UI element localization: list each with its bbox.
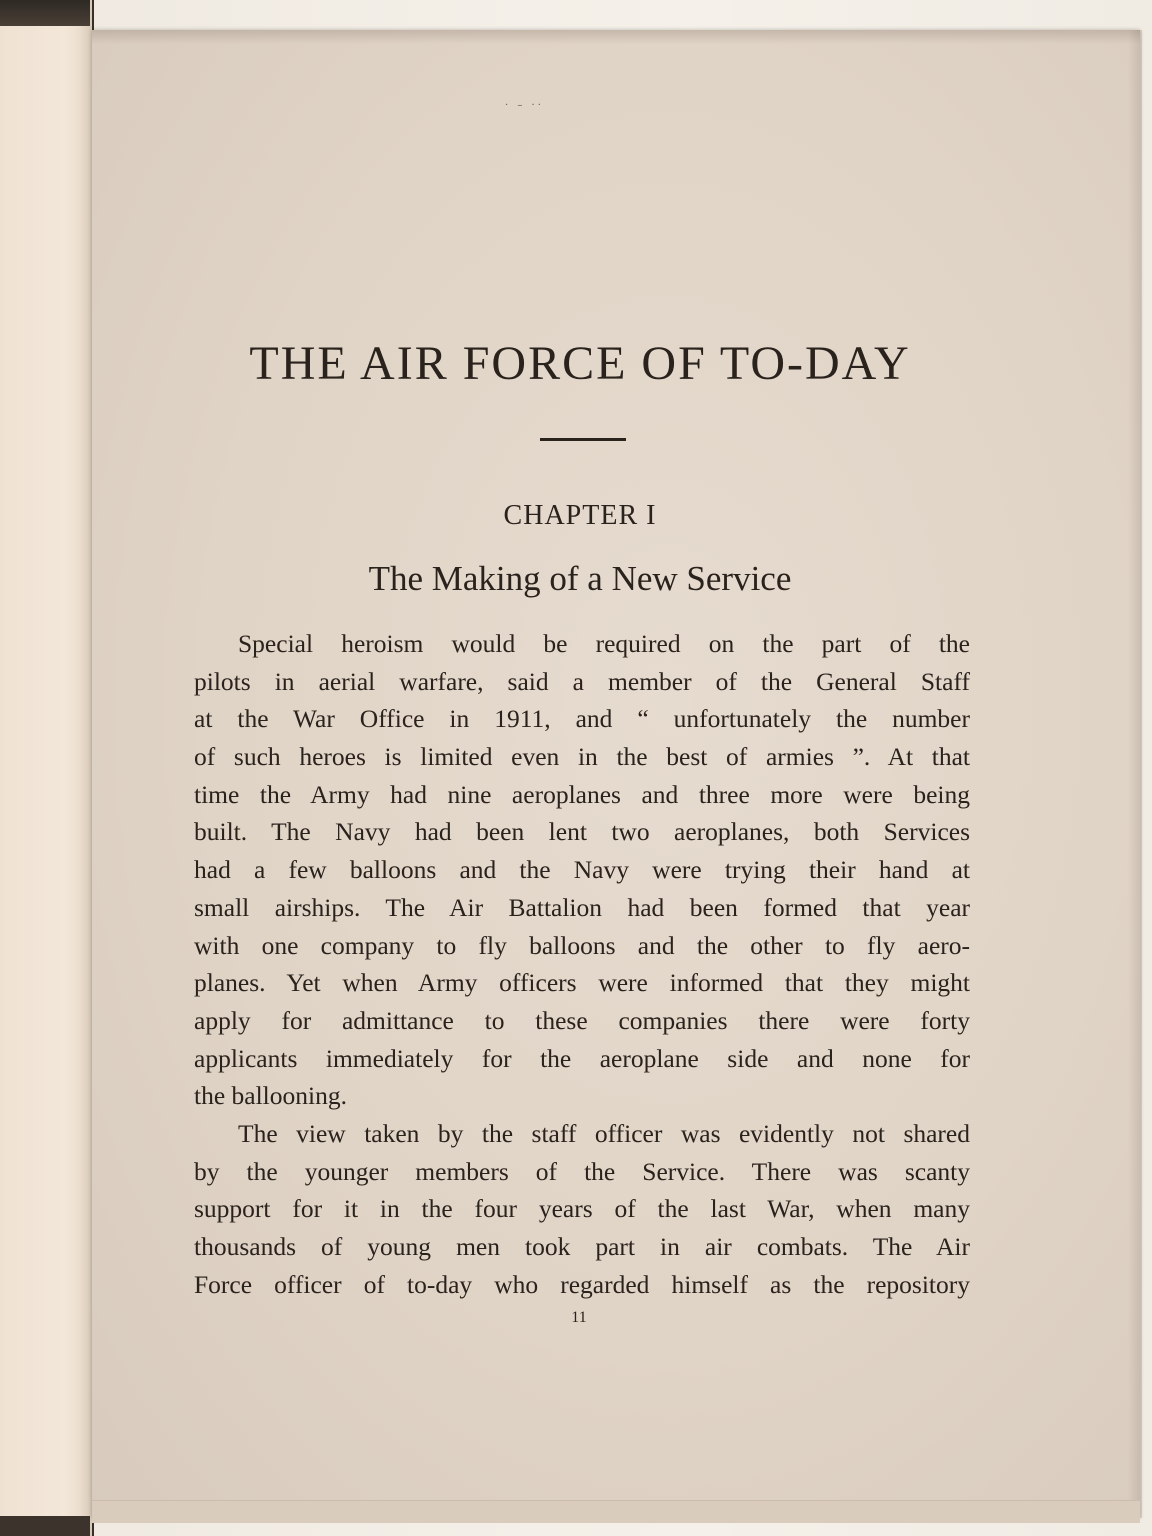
page-speck-ornament: · – ·· xyxy=(505,100,544,111)
body-line: by the younger members of the Service. There was scanty xyxy=(194,1156,970,1186)
cover-top-edge xyxy=(0,0,90,26)
book-title: THE AIR FORCE OF TO-DAY xyxy=(249,337,911,390)
body-line: with one company to fly balloons and the other to fly aero- xyxy=(194,930,970,960)
body-line: of such heroes is limited even in the best of armies ”. At that xyxy=(194,742,970,772)
body-line: applicants immediately for the aeroplane side and none for xyxy=(194,1043,970,1073)
page-bottom-edge xyxy=(92,1500,1140,1523)
body-line: built. The Navy had been lent two aeroplanes, both Services xyxy=(194,817,970,847)
body-text xyxy=(194,625,970,1303)
page-number: 11 xyxy=(571,1309,587,1326)
cover-bottom-edge xyxy=(0,1516,90,1536)
body-line: The view taken by the staff officer was evidently not shared xyxy=(238,1118,970,1148)
chapter-label: CHAPTER I xyxy=(503,500,657,531)
body-line: small airships. The Air Battalion had been formed that year xyxy=(194,892,970,922)
body-line: support for it in the four years of the last War, when many xyxy=(194,1194,970,1224)
body-line: Special heroism would be required on the part of the xyxy=(238,629,970,658)
page-top-shadow xyxy=(92,30,1140,44)
body-line: at the War Office in 1911, and “ unfortunately the number xyxy=(194,704,970,734)
body-line: thousands of young men took part in air combats. The Air xyxy=(194,1232,970,1261)
book-cover-edge xyxy=(0,0,94,1536)
body-line: apply for admittance to these companies there were forty xyxy=(194,1005,970,1035)
title-rule-divider xyxy=(540,438,626,441)
body-line: the ballooning. xyxy=(194,1081,347,1111)
body-line: planes. Yet when Army officers were informed that they might xyxy=(194,968,970,998)
body-line: Force officer of to-day who regarded himself as the repository xyxy=(194,1269,970,1299)
page-right-shadow xyxy=(1128,30,1142,1518)
body-line: pilots in aerial warfare, said a member of the General Staff xyxy=(194,666,970,696)
body-line: time the Army had nine aeroplanes and three more were being xyxy=(194,779,970,809)
chapter-title: The Making of a New Service xyxy=(368,559,792,598)
body-line: had a few balloons and the Navy were trying their hand at xyxy=(194,855,970,885)
